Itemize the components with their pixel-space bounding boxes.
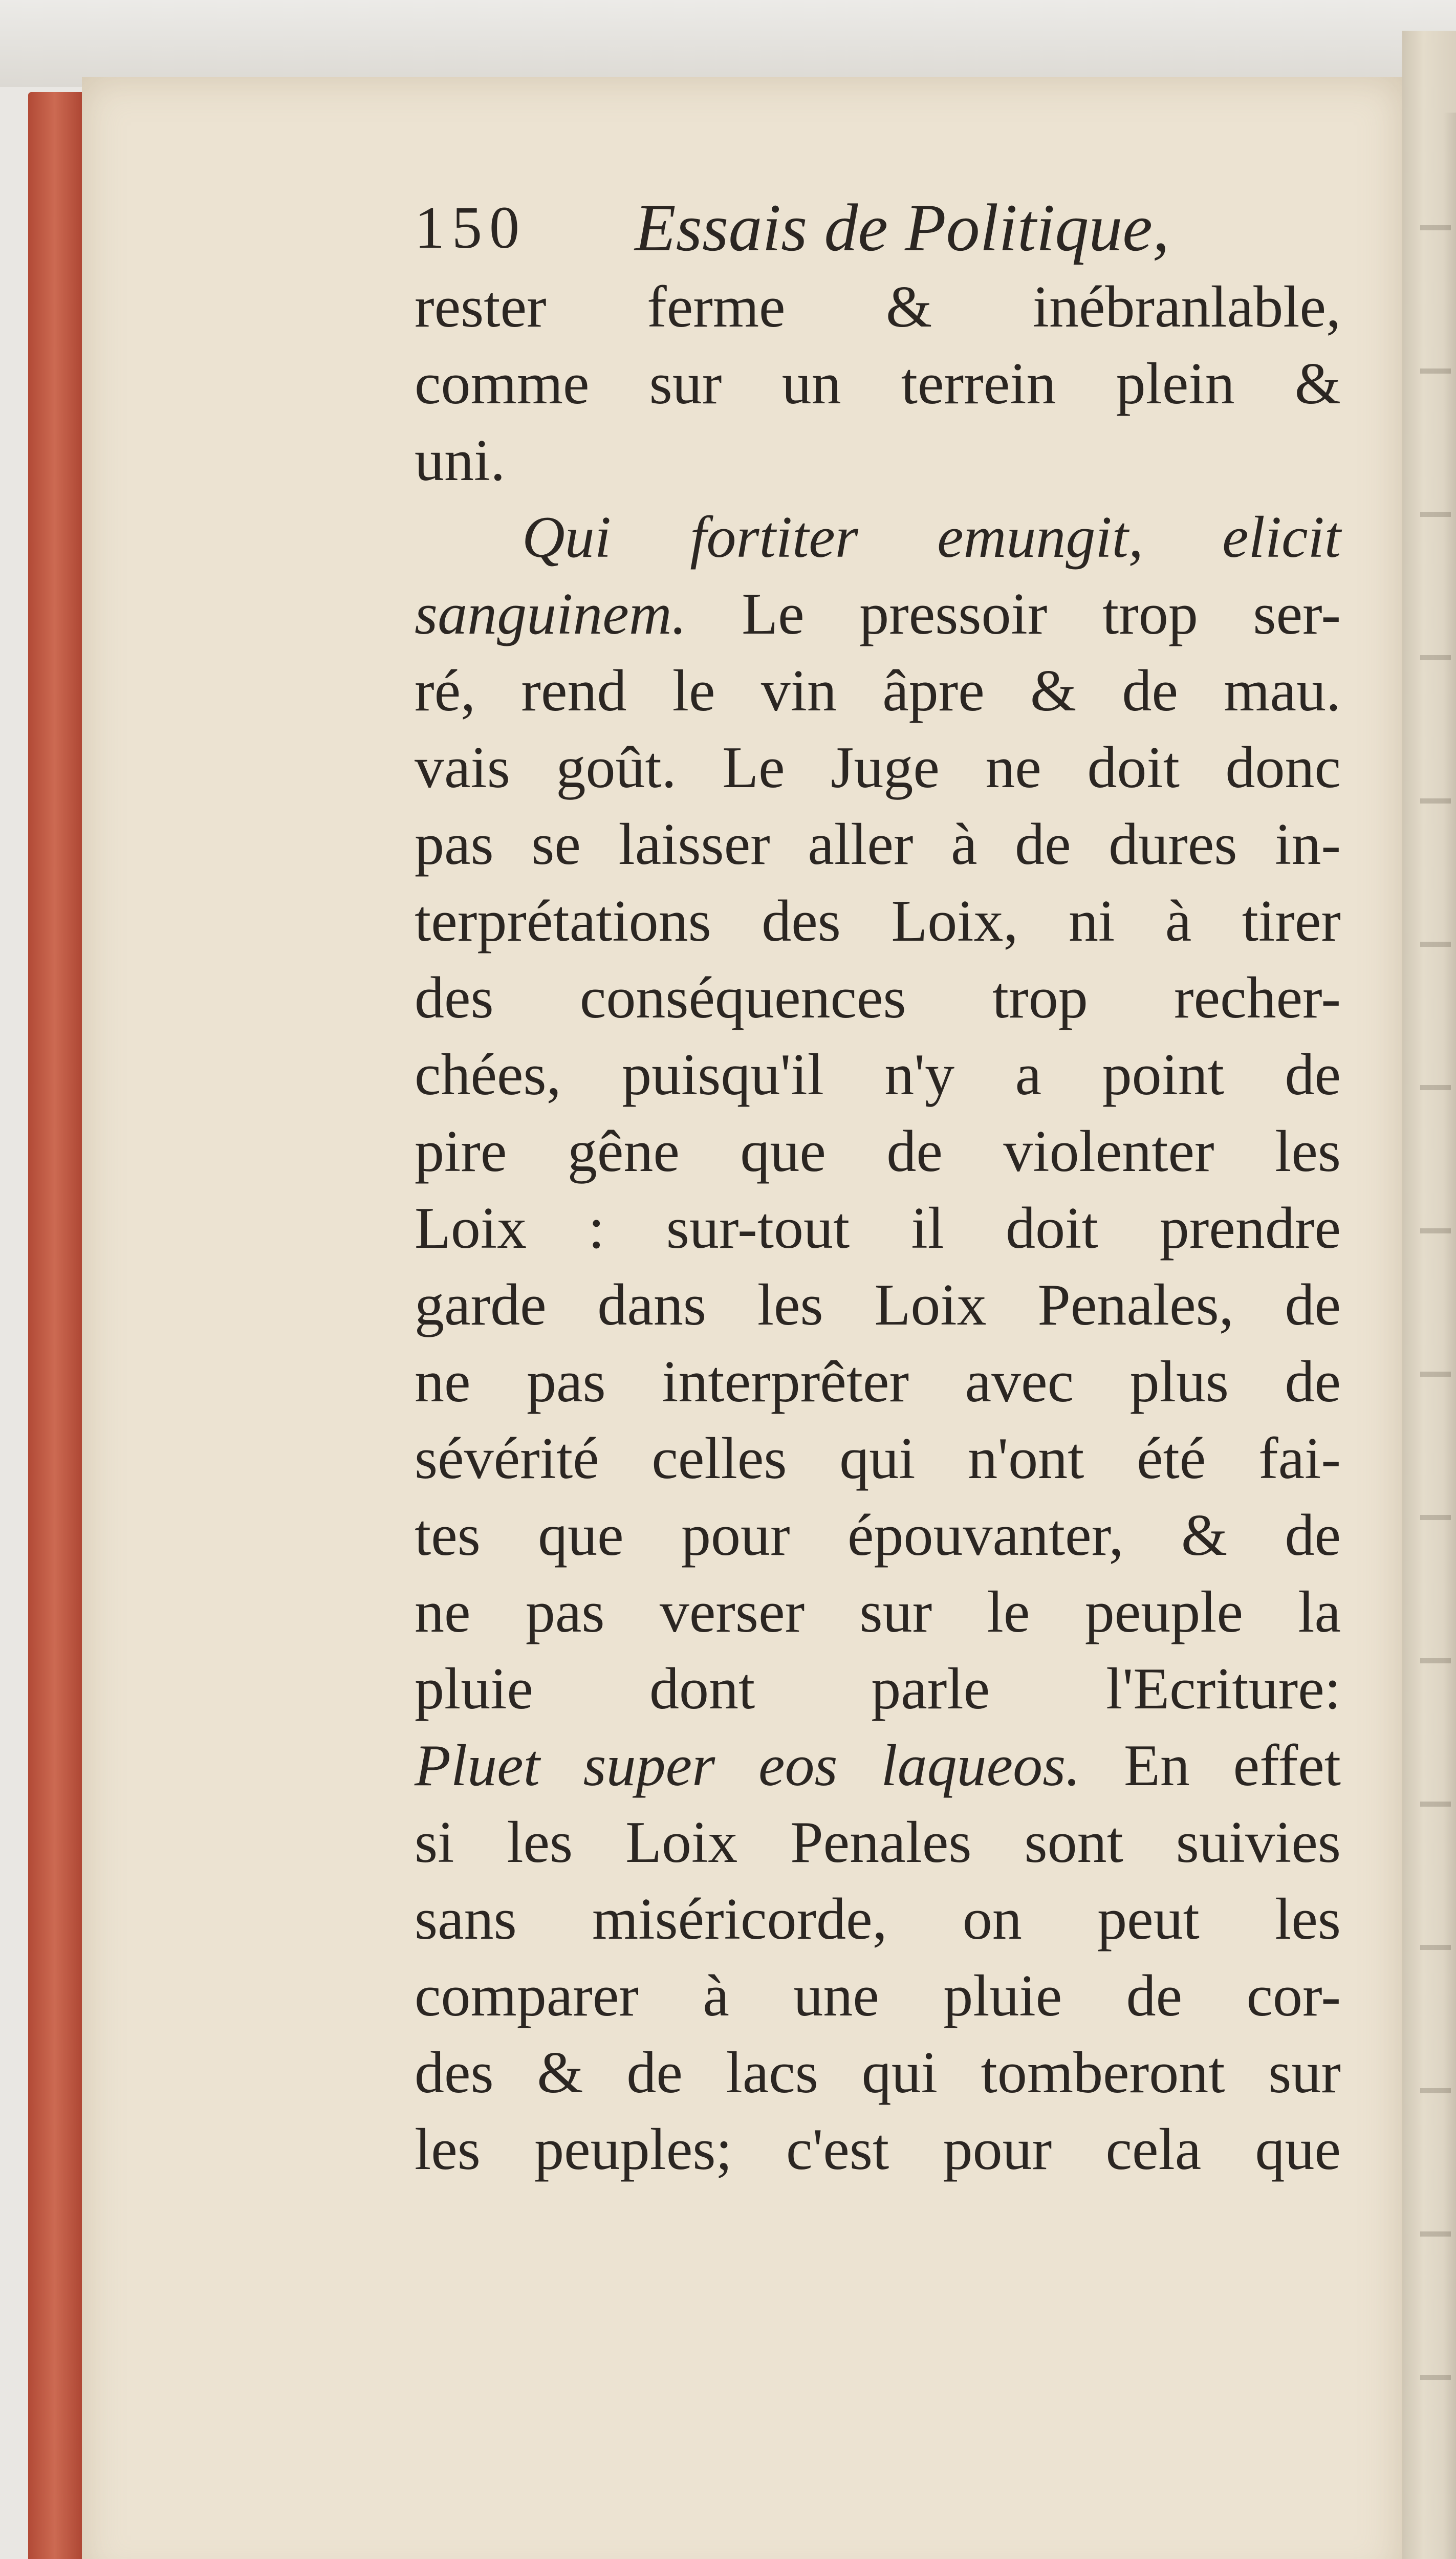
text-line: sévérité celles qui n'ont été fai- [415,1426,1341,1491]
latin-quote: sanguinem. [415,581,687,647]
latin-quote: Qui fortiter emungit, elicit [522,505,1341,570]
latin-quote: Pluet super eos laqueos. [415,1733,1081,1798]
text-line: ne pas interprêter avec plus de [415,1349,1341,1415]
text-line: vais goût. Le Juge ne doit donc [415,735,1341,800]
text-line: comme sur un terrein plein & [415,351,1341,417]
text-line: pas se laisser aller à de dures in- [415,812,1341,877]
backdrop-top [0,0,1456,87]
text-run: Le pressoir trop ser- [686,581,1341,647]
text-line: sans miséricorde, on peut les [415,1886,1341,1952]
text-line-latin-quote [415,499,1341,576]
text-line [415,1727,1341,1804]
running-title: Essais de Politique, [635,190,1169,265]
gutter-shadow [1443,113,1456,2559]
text-line: terprétations des Loix, ni à tirer [415,888,1341,954]
book-fore-edge [28,92,87,2559]
page-number: 150 [415,194,527,261]
text-line: pluie dont parle l'Ecriture: [415,1656,1341,1722]
text-line: des & de lacs qui tomberont sur [415,2040,1341,2106]
text-run: En effet [1080,1733,1341,1798]
text-line: rester ferme & inébranlable, [415,274,1341,340]
text-line: ré, rend le vin âpre & de mau. [415,658,1341,724]
text-line: des conséquences trop recher- [415,965,1341,1031]
text-line: Loix : sur-tout il doit prendre [415,1196,1341,1261]
text-line [415,576,1341,653]
text-line: comparer à une pluie de cor- [415,1963,1341,2029]
text-line: chées, puisqu'il n'y a point de [415,1042,1341,1108]
text-line: si les Loix Penales sont suivies [415,1810,1341,1875]
text-line: ne pas verser sur le peuple la [415,1579,1341,1645]
text-line: uni. [415,428,506,493]
text-line: pire gêne que de violenter les [415,1119,1341,1184]
text-line: garde dans les Loix Penales, de [415,1272,1341,1338]
body-text [415,269,1341,2188]
text-line: tes que pour épouvanter, & de [415,1503,1341,1568]
text-line: les peuples; c'est pour cela que [415,2117,1341,2182]
page-header [415,187,1341,279]
